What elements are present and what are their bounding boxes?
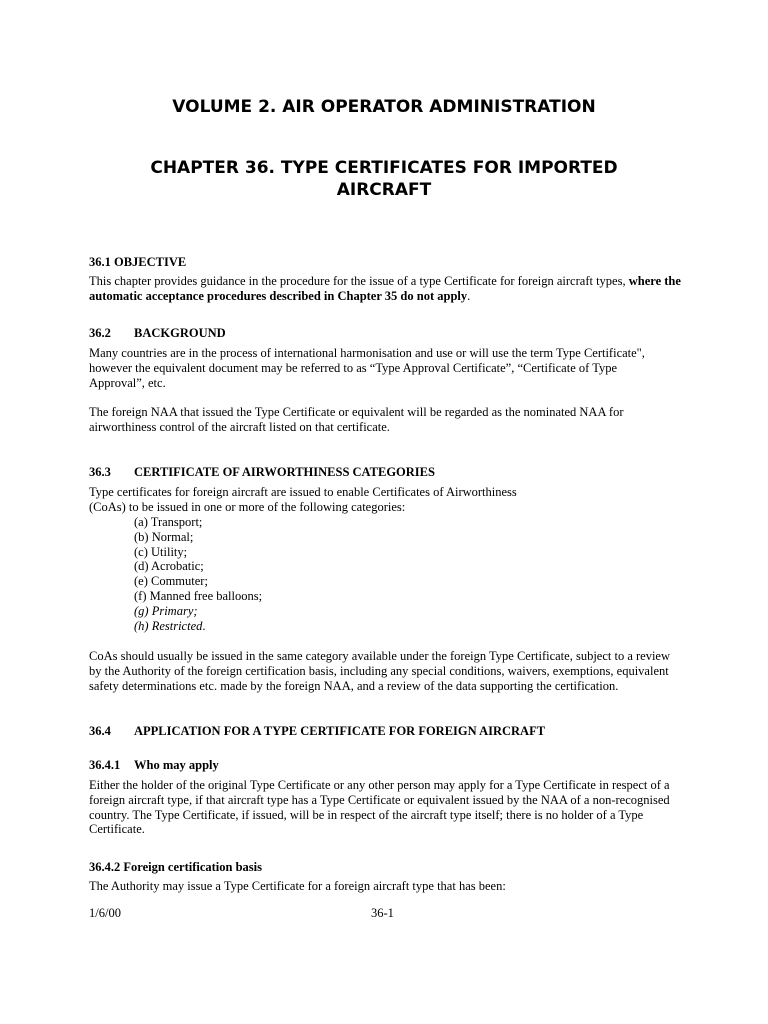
list-item: (b) Normal; <box>134 529 194 544</box>
chapter-title-line1: CHAPTER 36. TYPE CERTIFICATES FOR IMPORTED <box>150 158 618 178</box>
list-item: (d) Acrobatic; <box>134 559 204 574</box>
volume-title: VOLUME 2. AIR OPERATOR ADMINISTRATION <box>172 97 596 117</box>
chapter-title-line2: AIRCRAFT <box>336 180 432 200</box>
list-item: (f) Manned free balloons; <box>134 588 263 603</box>
section-36-4-heading: 36.4 APPLICATION FOR A TYPE CERTIFICATE FOR FOREIGN AIRCRAFT <box>89 724 546 738</box>
category-list <box>134 515 262 633</box>
footer-date: 1/6/00 <box>89 906 121 920</box>
list-item: (c) Utility; <box>134 544 188 559</box>
section-36-3-heading: 36.3 CERTIFICATE OF AIRWORTHINESS CATEGORIES <box>89 465 435 479</box>
section-36-2-p1: Many countries are in the process of international harmonisation and use or will use the term Type Certificate", however the equivalent document may be referred to as “Type Approval Certificate”, “Certificate of Type Approval”, etc. <box>89 346 645 390</box>
section-36-1-heading: 36.1 OBJECTIVE <box>89 255 187 269</box>
section-36-1-text: This chapter provides guidance in the procedure for the issue of a type Certificate for foreign aircraft types, where the automatic acceptance procedures described in Chapter 35 do not apply. <box>89 274 681 303</box>
section-36-2-heading: 36.2 BACKGROUND <box>89 326 226 340</box>
list-item: (a) Transport; <box>134 515 203 529</box>
list-item: (e) Commuter; <box>134 574 208 589</box>
section-36-3-intro-line1: Type certificates for foreign aircraft are issued to enable Certificates of Airworthiness <box>89 485 517 499</box>
section-36-3-intro-line2: (CoAs) to be issued in one or more of the following categories: <box>89 500 406 514</box>
section-36-4-1-text: Either the holder of the original Type Certificate or any other person may apply for a Type Certificate in respect of a foreign aircraft type, if that aircraft type has a Type Certificate or equivalent issued by the NAA of a non-recognised country. The Type Certificate, if issued, will be in respect of the aircraft type itself; there is no holder of a Type Certificate. <box>89 778 670 837</box>
section-36-4-2-heading: 36.4.2 Foreign certification basis <box>89 860 263 874</box>
section-36-1-bold: where the automatic acceptance procedures described in Chapter 35 do not apply <box>89 274 681 303</box>
footer-page-number: 36-1 <box>371 906 394 920</box>
section-36-4-2-text: The Authority may issue a Type Certificate for a foreign aircraft type that has been: <box>89 879 506 893</box>
section-36-3-p2: CoAs should usually be issued in the same category available under the foreign Type Certificate, subject to a review by the Authority of the foreign certification basis, including any special conditions, waivers, exemptions, equivalent safety determinations etc. made by the foreign NAA, and a review of the data supporting the certification. <box>89 649 671 693</box>
section-36-4-1-heading: 36.4.1 Who may apply <box>89 758 219 772</box>
section-36-2-p2: The foreign NAA that issued the Type Certificate or equivalent will be regarded as the nominated NAA for airworthiness control of the aircraft listed on that certificate. <box>89 405 624 434</box>
list-item: (h) Restricted. <box>134 618 206 633</box>
list-item: (g) Primary; <box>134 603 198 618</box>
